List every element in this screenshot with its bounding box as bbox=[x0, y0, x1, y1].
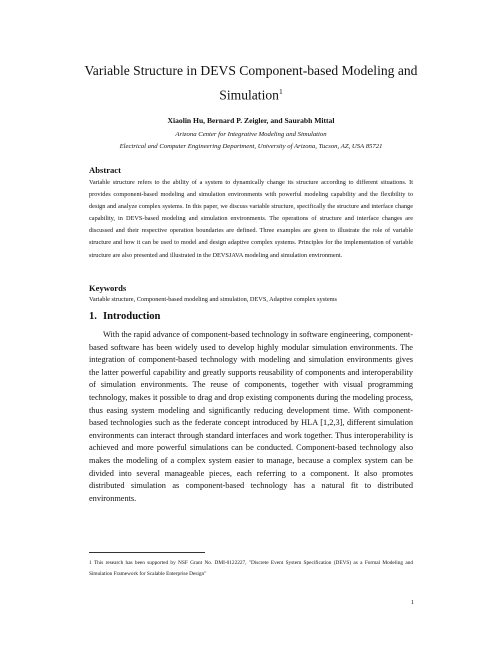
abstract-text: Variable structure refers to the ability of a system to dynamically change its structure according to different situations. It provides component-based modeling and simulation environments with powerful modeling capability and the flexibility to design and analyze complex systems. In this paper, we discuss variable structure, specifically the structure and interface change capability, in DEVS-based modeling and simulation environments. The operations of structure and interface changes are discussed and their respective operation boundaries are defined. Three examples are given to illustrate the role of variable structure and how it can be used to model and design adaptive complex systems. Principles for the implementation of variable structure are also presented and illustrated in the DEVSJAVA modeling and simulation environment. bbox=[89, 179, 413, 259]
affiliation-department: Electrical and Computer Engineering Department, University of Arizona, Tucson, AZ, USA 85721 bbox=[119, 143, 383, 150]
keywords-text: Variable structure, Component-based modeling and simulation, DEVS, Adaptive complex systems bbox=[89, 296, 337, 303]
title-text: Variable Structure in DEVS Component-based Modeling and Simulation bbox=[84, 63, 418, 103]
author-list: Xiaolin Hu, Bernard P. Zeigler, and Saurabh Mittal bbox=[167, 116, 335, 125]
section-number: 1. bbox=[89, 311, 97, 322]
introduction-paragraph: With the rapid advance of component-based technology in software engineering, component-based software has been widely used to develop highly modular simulation environments. The integration of component-based technology with modeling and simulation environments gives the latter powerful capability and greatly supports reusability of components and interoperability of simulation environments. The reuse of components, together with visual programming technology, makes it possible to drag and drop existing components during the modeling process, thus easing system modeling and significantly reducing development time. With component-based technologies such as the federate concept introduced by HLA [1,2,3], different simulation environments can interact through standard interfaces and work together. Thus interoperability is achieved and more powerful simulations can be conducted. Component-based technology also makes the modeling of a complex system easier to manage, because a complex system can be divided into several manageable pieces, each referring to a component. It also promotes distributed simulation as component-based technology has a natural fit to distributed environments. bbox=[89, 330, 413, 503]
footnote-text: 1 This research has been supported by NSF Grant No. DMI-0122227, "Discrete Event System Specification (DEVS) as a Formal Modeling and Simulation Framework for Scalable Enterprise Design" bbox=[89, 560, 413, 577]
abstract-heading: Abstract bbox=[89, 165, 121, 175]
title-footnote-marker: 1 bbox=[278, 87, 283, 96]
paper-title bbox=[78, 60, 424, 106]
section-heading-introduction bbox=[89, 311, 160, 322]
footnote-divider bbox=[89, 552, 205, 553]
affiliation-center: Arizona Center for Integrative Modeling and Simulation bbox=[175, 131, 327, 138]
keywords-heading: Keywords bbox=[89, 283, 127, 293]
section-title: Introduction bbox=[102, 311, 161, 322]
page-number: 1 bbox=[410, 599, 414, 606]
